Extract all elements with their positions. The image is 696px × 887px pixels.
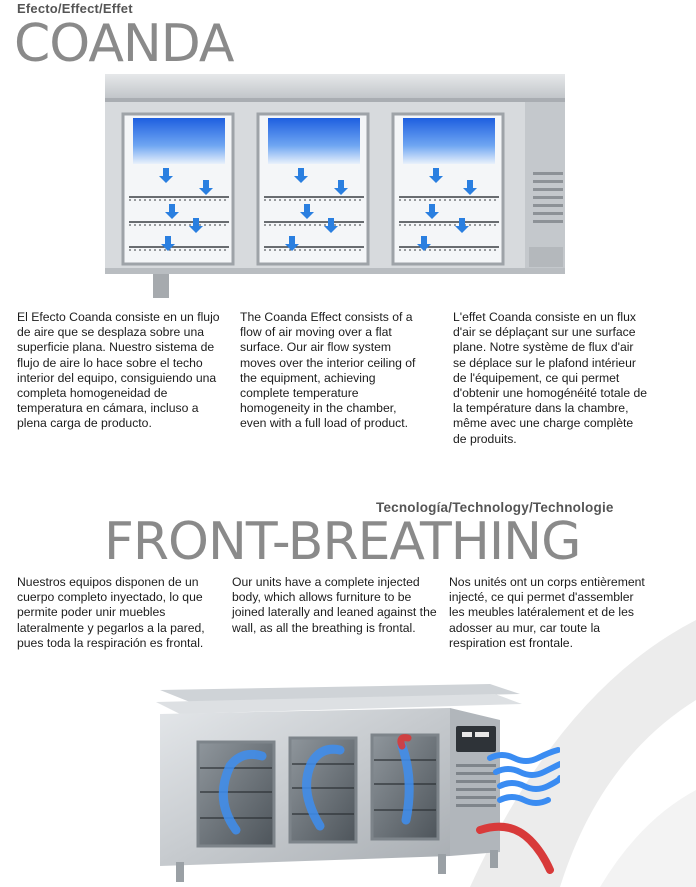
front-kicker: Tecnología/Technology/Technologie bbox=[376, 500, 614, 515]
coanda-title: COANDA bbox=[14, 14, 234, 74]
coanda-kicker: Efecto/Effect/Effet bbox=[17, 1, 133, 16]
front-text-fr: Nos unités ont un corps entièrement injecté, ce qui permet d'assembler les meubles latéralement et de les adosser au mur, car toute la respiration est frontale. bbox=[449, 575, 645, 650]
front-breathing-cabinet-figure bbox=[150, 680, 560, 885]
front-title: FRONT-BREATHING bbox=[104, 512, 581, 572]
coanda-text-fr: L'effet Coanda consiste en un flux d'air se déplaçant sur une surface plane. Notre système de flux d'air se déplace sur le plafond intérieur de l'équipement, ce qui permet d'obtenir une homogénéité totale de la température dans la chambre, même avec une charge complète de produits. bbox=[453, 310, 648, 446]
coanda-cabinet-figure bbox=[105, 72, 565, 300]
compartment-2 bbox=[258, 114, 368, 264]
coanda-text-en: The Coanda Effect consists of a flow of air moving over a flat surface. Our air flow system moves over the interior ceiling of the equipment, achieving complete temperature homogeneity in the chamber, even with a full load of product. bbox=[240, 310, 416, 431]
compartment-1 bbox=[123, 114, 233, 264]
front-text-es: Nuestros equipos disponen de un cuerpo completo inyectado, lo que permite poder unir muebles lateralmente y pegarlos a la pared, pues toda la respiración es frontal. bbox=[17, 575, 205, 650]
front-text-en: Our units have a complete injected body, which allows furniture to be joined laterally and leaned against the wall, as all the breathing is frontal. bbox=[232, 575, 437, 635]
coanda-text-es: El Efecto Coanda consiste en un flujo de aire que se desplaza sobre una superficie plana. Nuestro sistema de flujo de aire lo hace sobre el techo interior del equipo, consiguiendo una completa homogeneidad de temperatura en cámara, incluso a plena carga de producto. bbox=[17, 310, 220, 431]
compartment-3 bbox=[393, 114, 503, 264]
